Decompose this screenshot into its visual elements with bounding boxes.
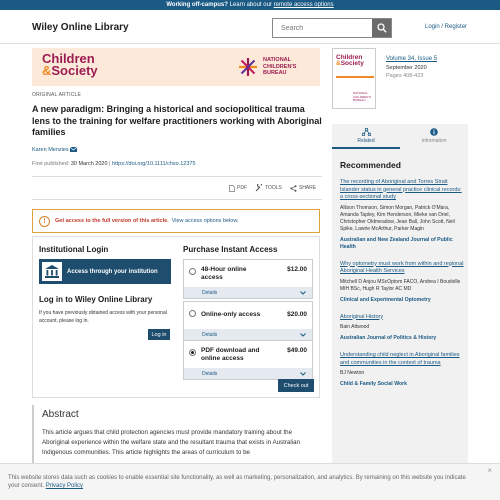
site-logo[interactable]: Wiley Online Library [32, 22, 129, 33]
thumb-title-line1: Children [336, 54, 363, 61]
details-toggle[interactable] [184, 287, 312, 298]
chevron-down-icon [300, 333, 306, 337]
chevron-down-icon [300, 372, 306, 376]
option-price: $49.00 [287, 347, 307, 354]
article-type: ORIGINAL ARTICLE [32, 92, 82, 98]
article-tools [229, 184, 316, 192]
details-toggle[interactable] [184, 329, 312, 340]
journal-title [42, 53, 98, 77]
remote-access-text: Learn about our [227, 2, 274, 8]
info-icon [430, 128, 438, 136]
login-register-link[interactable]: Login / Register [425, 24, 468, 30]
remote-access-link[interactable]: remote access options [273, 2, 334, 8]
purchase-heading: Purchase Instant Access [183, 245, 278, 254]
tab-related-label: Related [357, 138, 375, 144]
details-label: Details [202, 331, 218, 338]
published-date: 30 March 2020 [70, 161, 108, 167]
doi-link[interactable]: https://doi.org/10.1111/chso.12375 [112, 161, 196, 167]
details-label: Details [202, 289, 218, 296]
cookie-message: This website stores data such as cookies to enable essential site functionality, as well as marketing, personalization, and analytics. By remaining on this website you indicate your consent. [8, 475, 466, 489]
email-icon [70, 147, 77, 152]
divider [32, 176, 322, 177]
tools-label: TOOLS [265, 185, 282, 191]
tab-related[interactable] [332, 124, 400, 149]
ncb-star-icon [238, 57, 258, 77]
list-item [340, 261, 464, 304]
pdf-label: PDF [237, 185, 247, 191]
recommended-journal: Clinical and Experimental Optometry [340, 296, 431, 303]
thumb-title [336, 55, 364, 67]
radio-button-selected[interactable] [189, 349, 196, 356]
access-banner-bold: Get access to the full version of this article. [55, 218, 169, 224]
thumb-stripe [336, 76, 374, 78]
journal-banner[interactable] [32, 48, 320, 86]
purchase-option-online[interactable] [183, 301, 313, 341]
recommended-list [340, 179, 464, 398]
warning-icon: ! [39, 216, 50, 227]
share-icon [290, 185, 297, 192]
radio-button[interactable] [189, 310, 196, 317]
recommended-authors: BJ Newton [340, 370, 365, 376]
recommended-title-link[interactable]: Why optometry must work from within and regional Aboriginal Health Services [340, 260, 464, 274]
partner-name: NATIONAL CHILDREN'S BUREAU [263, 57, 297, 77]
issue-cover-thumbnail[interactable] [332, 48, 376, 109]
purchase-option-pdf[interactable] [183, 340, 313, 380]
login-description: If you have previously obtained access with your personal account, please log in. [39, 310, 167, 324]
sidebar-tabs [332, 124, 468, 149]
recommended-title-link[interactable]: Understanding child neglect in Aboriginal families and communities in the context of trauma [340, 352, 460, 366]
option-name: PDF download and online access [201, 347, 260, 362]
remote-access-bar [0, 0, 500, 10]
close-icon[interactable]: × [487, 466, 492, 475]
institution-access-label: Access through your institution [67, 268, 158, 275]
related-panel [332, 124, 468, 469]
share-label: SHARE [298, 185, 317, 191]
option-price: $12.00 [287, 266, 307, 273]
remote-access-bold: Working off-campus? [166, 2, 228, 8]
search-button[interactable] [372, 19, 391, 37]
recommended-journal: Australian Journal of Politics & History [340, 335, 437, 341]
issue-pages: Pages 408-423 [386, 73, 424, 79]
publication-info [32, 161, 196, 167]
volume-issue-link[interactable]: Volume 34, Issue 5 [386, 56, 438, 62]
published-label: First published: [32, 161, 71, 167]
recommended-journal: Child & Family Social Work [340, 381, 408, 387]
thumb-title-amp: & [336, 60, 341, 67]
divider [32, 199, 322, 200]
search-input[interactable] [273, 19, 374, 37]
cookie-banner [0, 463, 500, 500]
tab-information-label: Information [421, 138, 447, 144]
list-item [340, 179, 464, 251]
option-price: $20.00 [287, 311, 307, 318]
details-label: Details [202, 370, 218, 377]
chevron-down-icon [300, 291, 306, 295]
published-separator: | [107, 161, 113, 167]
login-button[interactable]: Log in [148, 329, 170, 340]
journal-title-line2: Society [51, 63, 98, 78]
institutional-login-heading: Institutional Login [39, 245, 109, 254]
recommended-heading: Recommended [340, 160, 401, 170]
option-name: 48-Hour online access [201, 266, 247, 281]
recommended-title-link[interactable]: The recording of Aboriginal and Torres Strait Islander status in general practice clinical records: a cross-sectional study [340, 179, 462, 200]
privacy-policy-link[interactable]: Privacy Policy [45, 483, 84, 489]
journal-title-amp: & [42, 63, 52, 78]
institution-access-button[interactable] [39, 259, 171, 284]
journal-title-line1: Children [42, 51, 95, 66]
cookie-text [8, 474, 478, 490]
details-toggle[interactable] [184, 368, 312, 379]
thumb-partner: NATIONAL CHILDREN'S BUREAU [353, 91, 371, 102]
author-link[interactable] [32, 147, 77, 153]
pdf-button[interactable] [229, 185, 247, 192]
checkout-button[interactable]: Check out [278, 379, 314, 392]
access-options-panel [32, 236, 320, 398]
abstract-text: This article argues that child protection agencies must provide mandatory training about the Aboriginal experience within the welfare state and the resultant trauma that exists in Australian Indigenous communities. This article highlights the areas of curriculum to be [42, 429, 300, 456]
recommended-authors: Allison Thomson, Simon Morgan, Patrick O'Mara, Amanda Tapley, Kim Henderson, Mieke van Driel, Christopher Oldmeadow, Jean Ball, John Scott, Neil Spike, Lawrie McArthur, Parker Magin [340, 204, 455, 232]
article-title: A new paradigm: Bringing a historical and sociopolitical trauma lens to the training for welfare practitioners working with Aboriginal families [32, 104, 322, 137]
tools-button[interactable] [255, 184, 282, 192]
recommended-authors: Bain Attwood [340, 324, 370, 330]
thumb-title-line2: Society [340, 60, 364, 67]
radio-button[interactable] [189, 268, 196, 275]
tools-icon [255, 184, 263, 192]
share-button[interactable] [290, 185, 316, 192]
list-item [340, 314, 464, 343]
search-box [272, 18, 392, 38]
abstract-heading: Abstract [42, 409, 79, 420]
recommended-journal: Australian and New Zealand Journal of Public Health [340, 236, 453, 250]
author-name: Karen Menzies [32, 147, 69, 153]
access-options-link[interactable]: View access options below. [171, 218, 239, 224]
site-header [0, 10, 500, 44]
recommended-title-link[interactable]: Aboriginal History [340, 313, 384, 320]
access-banner [32, 209, 320, 233]
issue-date: September 2020 [386, 65, 427, 71]
tab-information[interactable] [400, 124, 468, 149]
search-icon [377, 23, 387, 33]
partner-logo [238, 57, 305, 77]
purchase-option-48hour[interactable] [183, 259, 313, 299]
list-item [340, 352, 464, 388]
institution-icon [42, 262, 62, 281]
related-icon [362, 128, 371, 136]
pdf-icon [229, 185, 235, 192]
login-heading: Log in to Wiley Online Library [39, 295, 153, 304]
recommended-authors: Mitchell D Anjou MScOptom FACO, Andrea I Boudville MIH BSc, Hugh R Taylor AC MD [340, 278, 461, 292]
option-name: Online-only access [201, 311, 261, 318]
